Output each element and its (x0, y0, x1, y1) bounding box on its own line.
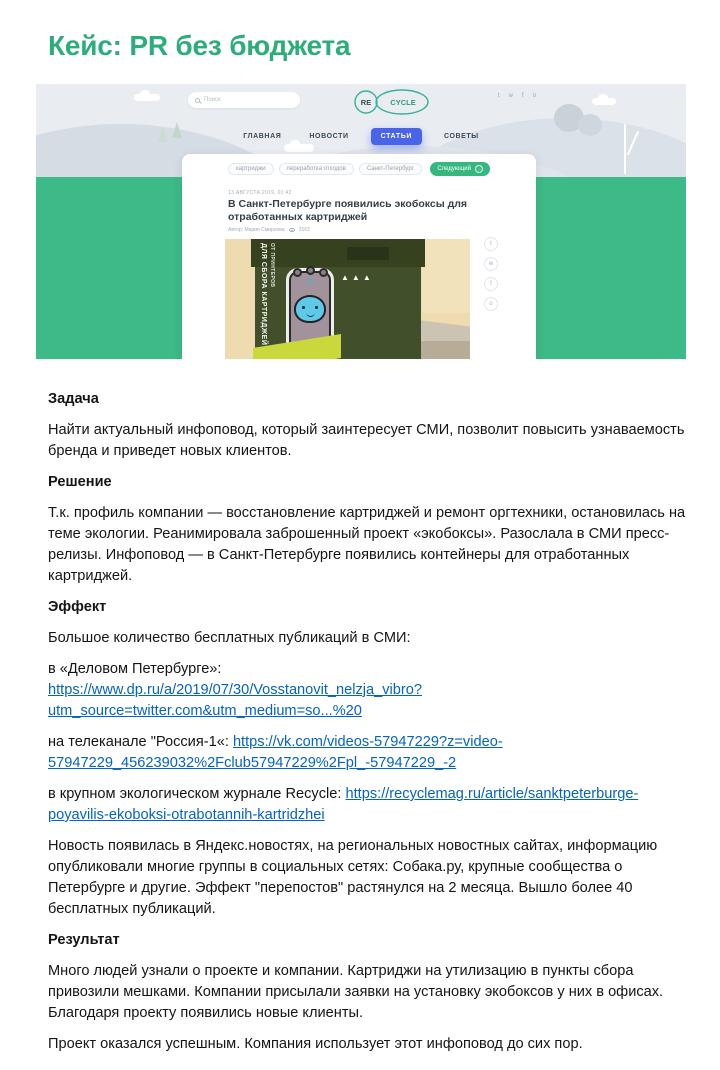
paragraph-task: Найти актуальный инфоповод, который заинтересует СМИ, позволит повысить узнаваемость бренда и приведет новых клиентов. (48, 422, 685, 459)
nav-item-novosti: НОВОСТИ (309, 133, 349, 140)
recycle-logo (350, 87, 434, 122)
nav-item-sovety: СОВЕТЫ (443, 133, 479, 140)
badge-label: Следующий (437, 166, 471, 172)
bin-triangles: ▲▲▲ (341, 273, 374, 282)
link-russia1[interactable]: https://vk.com/videos-57947229?z=video-57947229_456239032%2Fclub57947229%2Fpl_-57947229_-2 (48, 734, 503, 771)
document-body (48, 389, 698, 1055)
views-icon (289, 228, 295, 232)
heading-effect: Эффект (48, 599, 107, 615)
document-page (0, 30, 720, 1055)
twitter-icon: t (497, 93, 500, 99)
site-search-input (188, 92, 300, 108)
paragraph-effect-intro: Большое количество бесплатных публикаций в СМИ: (48, 630, 411, 646)
mascot-face (294, 295, 326, 323)
facebook-share-icon: f (484, 277, 498, 291)
nav-item-glavnaya: ГЛАВНАЯ (243, 133, 282, 140)
arrow-right-icon: → (476, 165, 482, 172)
site-nav (36, 128, 686, 145)
link-recycle[interactable]: https://recyclemag.ru/article/sanktpeterburge-poyavilis-ekoboksi-otrabotannih-kartridzhei (48, 786, 639, 823)
heading-result: Результат (48, 932, 120, 948)
article-tags (228, 163, 422, 175)
logo-text-left: RE (360, 98, 372, 107)
link-recycle-prefix: в крупном экологическом журнале Recycle: (48, 786, 346, 802)
article-card (182, 154, 536, 359)
vk-icon: w (508, 93, 513, 99)
paragraph-result-1: Много людей узнали о проекте и компании. Картриджи на утилизацию в пункты сбора привозили мешками. Компании присылали заявки на установку экобоксов у них в офисах. Благодаря проекту появились новые клиенты. (48, 963, 664, 1021)
vk-share-icon: w (484, 257, 498, 271)
views-count: 3163 (298, 227, 310, 233)
tag-chip: картриджи (228, 163, 274, 175)
article-title: В Санкт-Петербурге появились экобоксы для отработанных картриджей (228, 198, 468, 223)
paragraph-link-recycle (48, 784, 698, 826)
heading-task: Задача (48, 391, 99, 407)
wall-shape (422, 239, 470, 313)
next-article-badge (430, 162, 490, 176)
heading-solution: Решение (48, 474, 112, 490)
link-dp[interactable]: https://www.dp.ru/a/2019/07/30/Vosstanovit_nelzja_vibro?utm_source=twitter.com&utm_medium=so...%20 (48, 682, 422, 719)
embedded-website-screenshot (36, 84, 686, 359)
mascot-smile (306, 312, 315, 317)
article-photo (225, 239, 470, 359)
article-byline (228, 227, 310, 233)
instagram-share-icon: o (484, 297, 498, 311)
author-label: Автор: Мария Смирнова (228, 227, 285, 233)
cloud-shape (284, 144, 314, 152)
instagram-icon: o (532, 93, 536, 99)
tag-chip: переработка отходов (279, 163, 354, 175)
cloud-shape (592, 98, 616, 105)
paragraph-link-russia1 (48, 732, 698, 774)
paragraph-solution: Т.к. профиль компании — восстановление картриджей и ремонт оргтехники, остановилась на теме экологии. Реанимировала заброшенный проект «экобоксы». Разослала в СМИ пресс-релизы. Инфоповод — в Санкт-Петербурге появились контейнеры для отработанных картриджей. (48, 505, 686, 584)
mascot-knob (293, 268, 302, 277)
paragraph-reposts: Новость появилась в Яндекс.новостях, на региональных новостных сайтах, информацию опубликовали многие группы в социальных сетях: Собака.ру, крупные сообщества о Петербурге и другие. Эффект "перепостов" растянулся на 2 месяца. Вышло более 40 бесплатных публикаций. (48, 838, 658, 917)
share-buttons (484, 237, 498, 311)
bin-slot (347, 247, 389, 260)
search-icon (195, 98, 200, 103)
page-title: Кейс: PR без бюджета (48, 30, 351, 61)
facebook-icon: f (521, 93, 524, 99)
search-placeholder: Поиск (204, 97, 221, 103)
mascot-letter: C (307, 279, 313, 286)
site-social-icons (498, 93, 536, 99)
paragraph-link-dp (48, 659, 698, 722)
mascot-knob (319, 268, 328, 277)
link-dp-prefix: в «Деловом Петербурге»: (48, 661, 222, 677)
article-date: 13 АВГУСТА 2019, 01:42 (228, 190, 292, 196)
nav-item-stati-active: СТАТЬИ (371, 128, 422, 145)
logo-text-right: CYCLE (390, 98, 416, 107)
link-russia1-prefix: на телеканале "Россия-1«: (48, 734, 233, 750)
bin-side-text: ДЛЯ СБОРА КАРТРИДЖЕЙ ОТ ПРИНТЕРОВ (260, 243, 275, 346)
twitter-share-icon: t (484, 237, 498, 251)
mascot-knob (306, 266, 315, 275)
paragraph-result-2: Проект оказался успешным. Компания использует этот инфоповод до сих пор. (48, 1036, 583, 1052)
cloud-shape (134, 94, 160, 101)
tag-chip: Санкт-Петербург (359, 163, 422, 175)
